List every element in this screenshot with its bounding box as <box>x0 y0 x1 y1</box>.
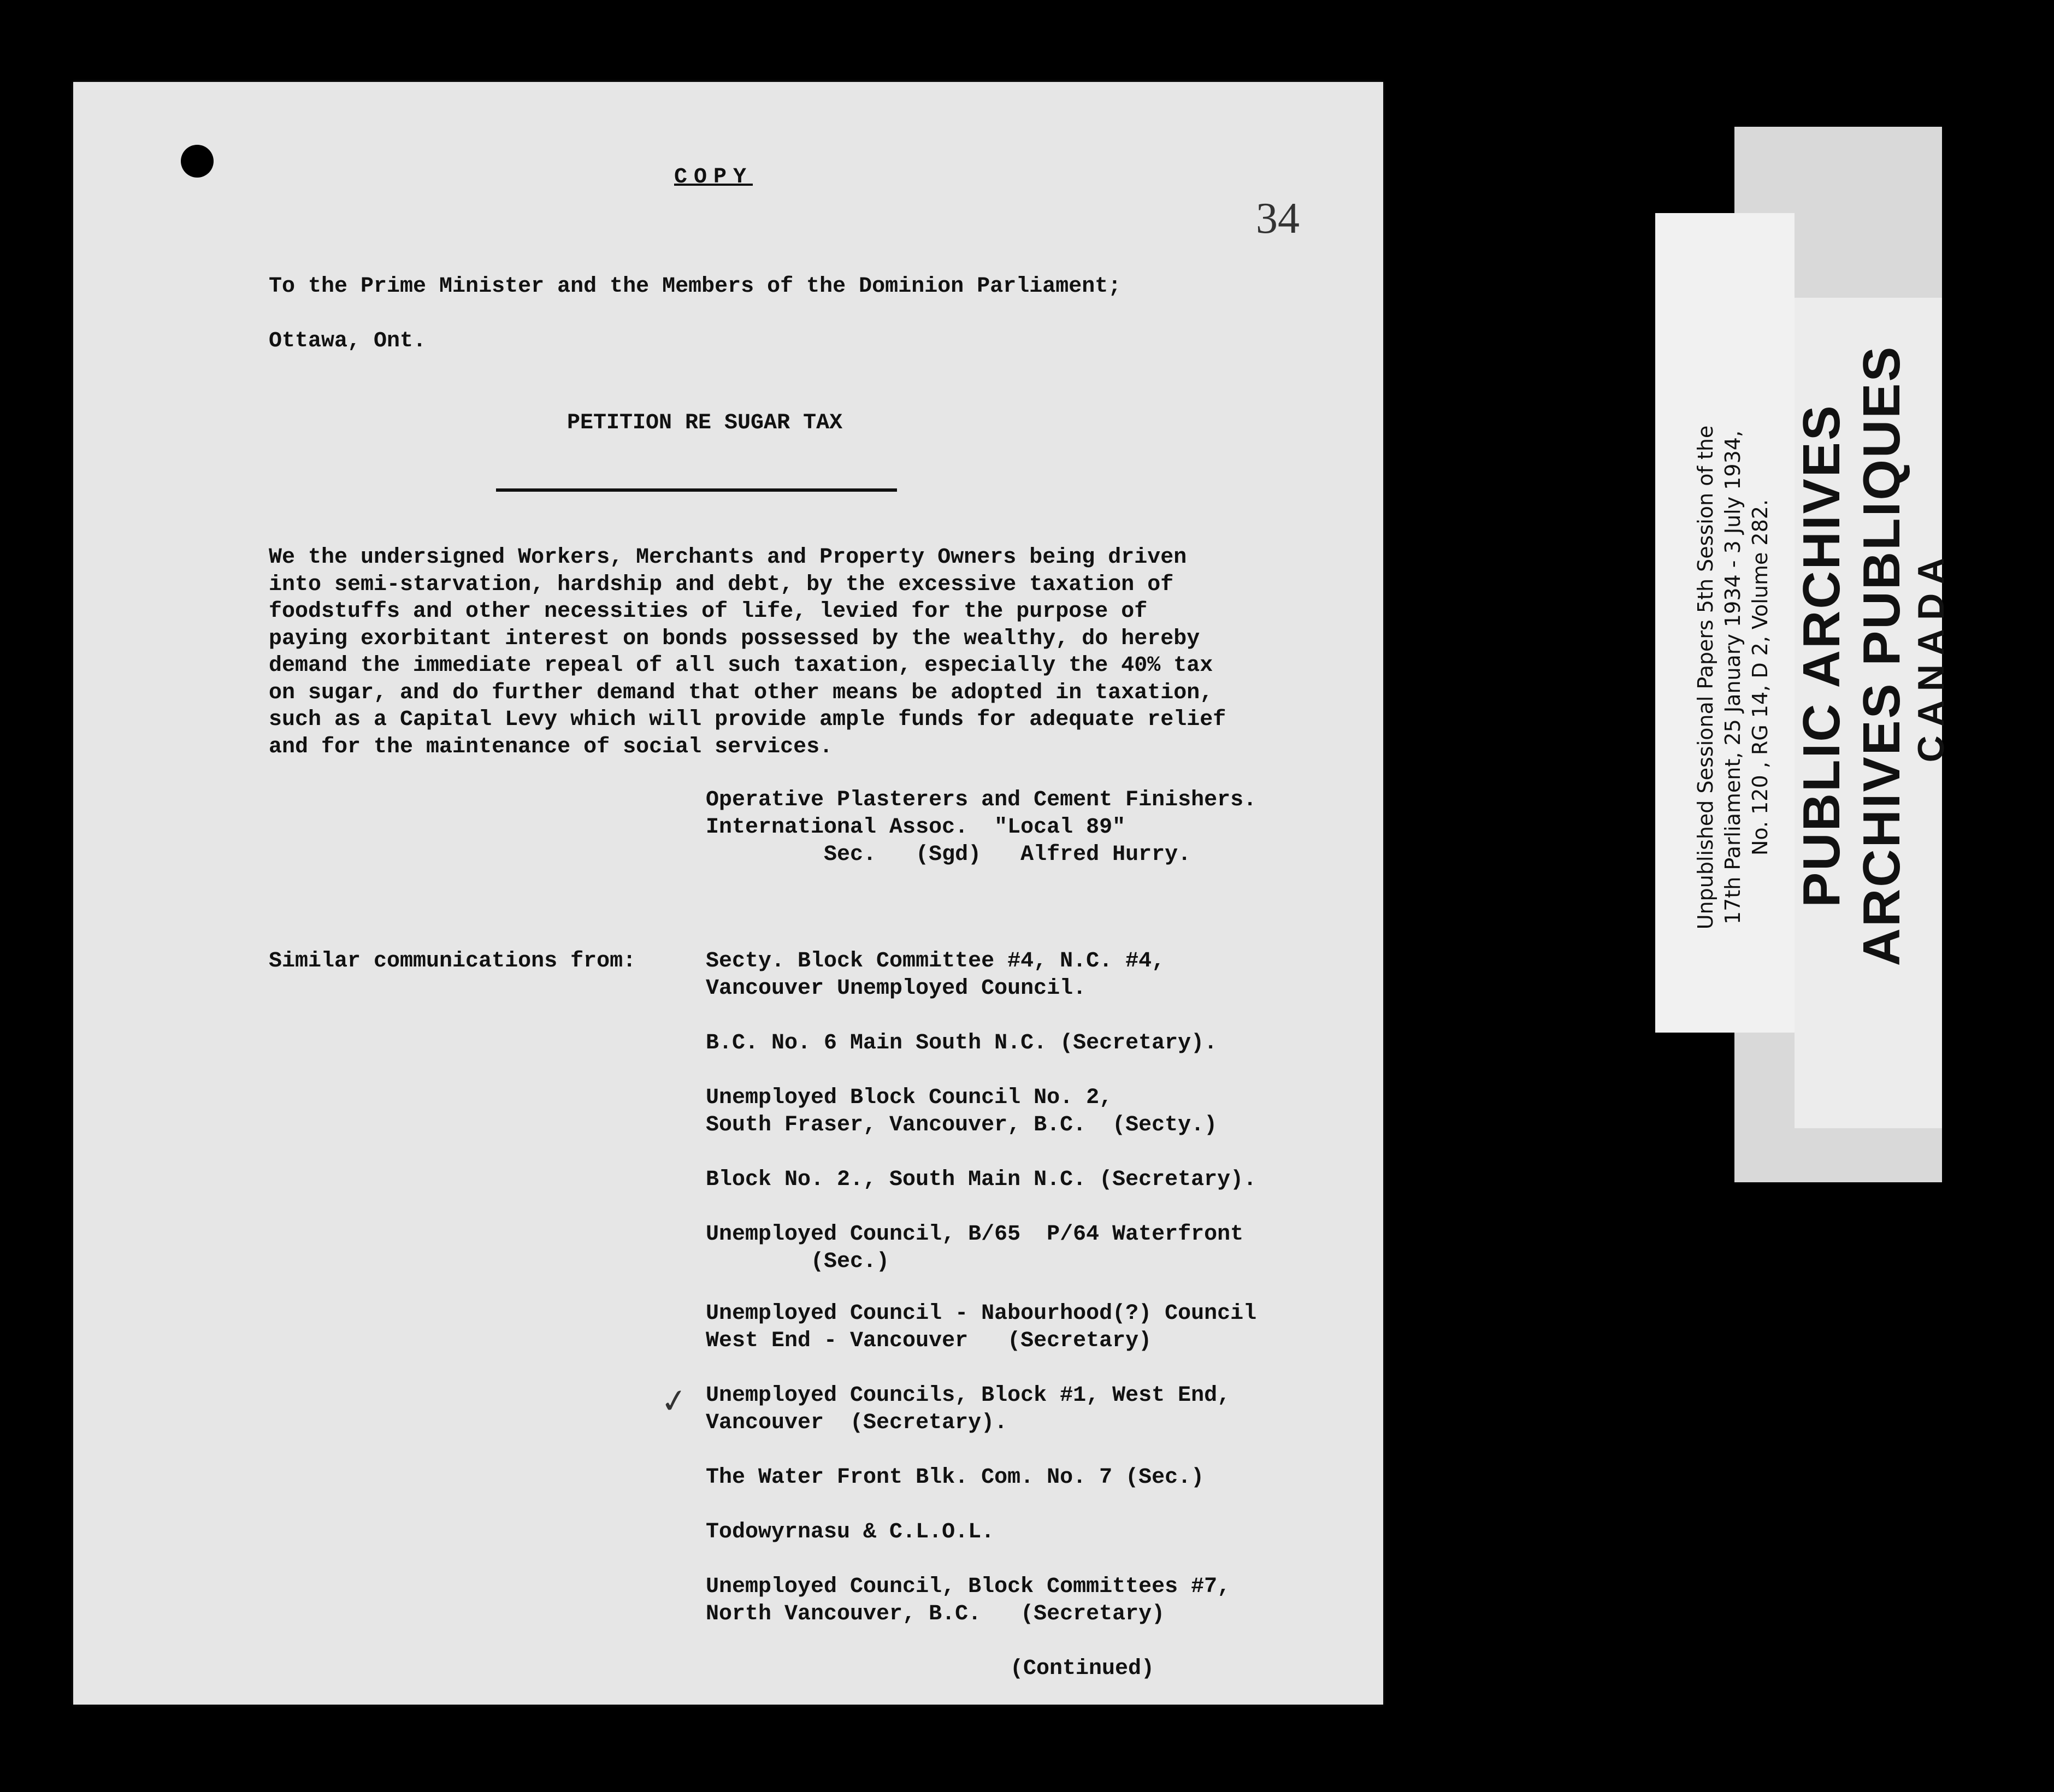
communication-line: Unemployed Councils, Block #1, West End, <box>706 1383 1231 1408</box>
communication-line: Vancouver Unemployed Council. <box>706 976 1087 1001</box>
archives-publiques-title: ARCHIVES PUBLIQUES <box>1852 345 1911 966</box>
signatory-line: Operative Plasterers and Cement Finishers. <box>706 788 1257 812</box>
address-line: To the Prime Minister and the Members of the Dominion Parliament; <box>269 274 1122 299</box>
communication-line: South Fraser, Vancouver, B.C. (Secty.) <box>706 1113 1218 1137</box>
communication-line: Unemployed Council, Block Committees #7, <box>706 1575 1231 1599</box>
communication-line: Unemployed Block Council No. 2, <box>706 1086 1113 1110</box>
archive-reference-line: Unpublished Sessional Papers 5th Session of the <box>1693 425 1717 930</box>
archive-reference-line: 17th Parliament, 25 January 1934 - 3 July 1934, <box>1721 430 1745 925</box>
punch-hole <box>181 145 214 178</box>
communication-line: Block No. 2., South Main N.C. (Secretary). <box>706 1168 1257 1192</box>
checkmark-icon: ✓ <box>658 1380 690 1423</box>
canada-title: CANADA <box>1910 549 1952 763</box>
city-line: Ottawa, Ont. <box>269 329 427 353</box>
similar-label: Similar communications from: <box>269 949 636 974</box>
petition-body: We the undersigned Workers, Merchants and Property Owners being driven into semi-starvation, hardship and debt, by the excessive taxation of foodstuffs and other necessities of life, levied for the purpose of paying exorbitant interest on bonds possessed by the wealthy, do hereby demand the immediate repeal of all such taxation, especially the 40% tax on sugar, and do further demand that other means be adopted in taxation, such as a Capital Levy which will provide ample funds for adequate relief and for the maintenance of social services. <box>269 545 1226 759</box>
continued-note: (Continued) <box>1010 1657 1155 1681</box>
signatory-line: International Assoc. "Local 89" <box>706 815 1126 840</box>
heading-rule <box>496 488 897 492</box>
communication-line: (Sec.) <box>706 1249 890 1274</box>
folio-number: 34 <box>1256 194 1300 243</box>
communication-line: The Water Front Blk. Com. No. 7 (Sec.) <box>706 1465 1205 1490</box>
communication-line: Unemployed Council - Nabourhood(?) Council <box>706 1301 1257 1326</box>
document-page <box>73 82 1383 1705</box>
communication-line: West End - Vancouver (Secretary) <box>706 1329 1152 1353</box>
communication-line: Vancouver (Secretary). <box>706 1411 1008 1435</box>
communication-line: North Vancouver, B.C. (Secretary) <box>706 1602 1165 1626</box>
signatory-line: Sec. (Sgd) Alfred Hurry. <box>706 842 1191 867</box>
communication-line: Secty. Block Committee #4, N.C. #4, <box>706 949 1165 974</box>
communication-line: Todowyrnasu & C.L.O.L. <box>706 1520 995 1545</box>
copy-mark: COPY <box>674 165 753 190</box>
communication-line: B.C. No. 6 Main South N.C. (Secretary). <box>706 1031 1218 1056</box>
archive-reference-line: No. 120 , RG 14, D 2, Volume 282. <box>1748 499 1772 856</box>
public-archives-title: PUBLIC ARCHIVES <box>1792 404 1851 907</box>
heading: PETITION RE SUGAR TAX <box>567 411 843 435</box>
communication-line: Unemployed Council, B/65 P/64 Waterfront <box>706 1222 1244 1247</box>
